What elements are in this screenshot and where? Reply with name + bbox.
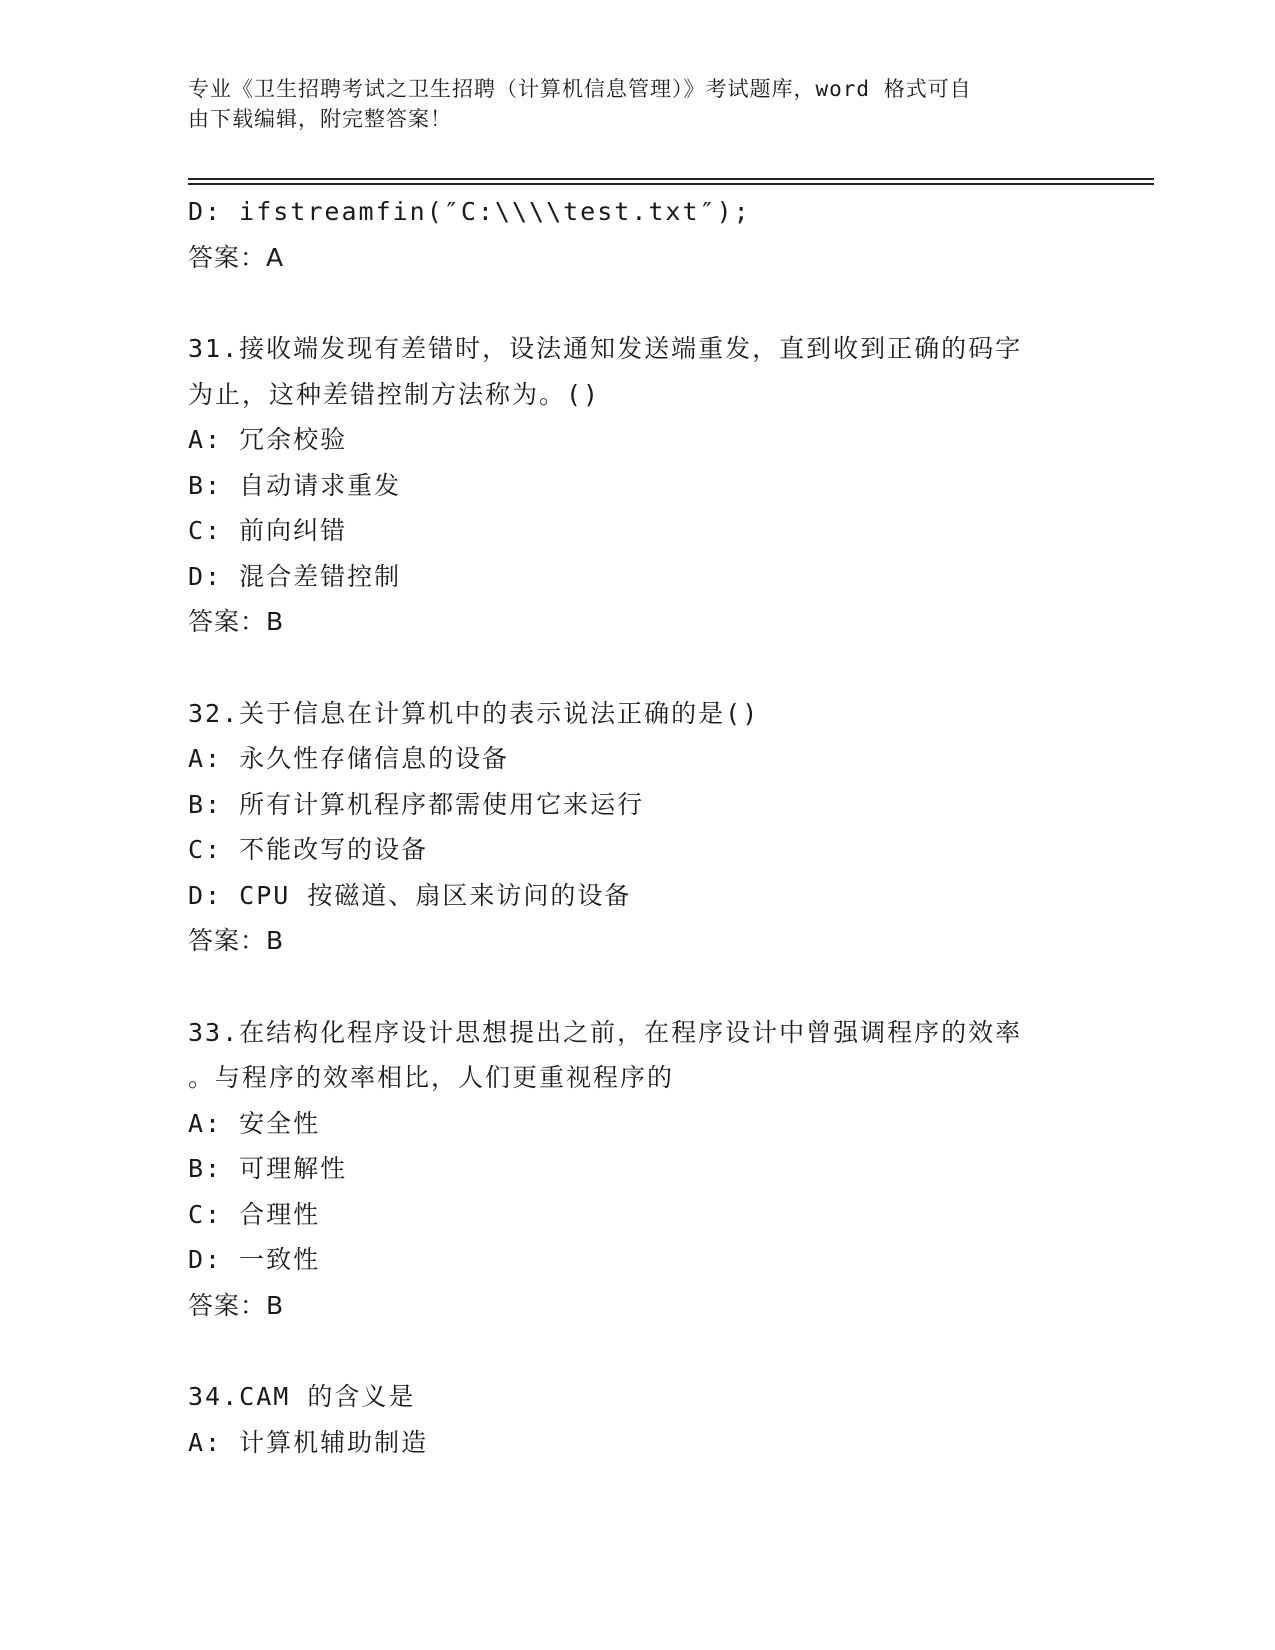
answer-line: 答案：B — [188, 607, 285, 636]
option-a: A: 计算机辅助制造 — [188, 1427, 429, 1457]
question-block-32 — [188, 691, 1088, 964]
option-c: C: 合理性 — [188, 1199, 321, 1229]
header-line-1: 专业《卫生招聘考试之卫生招聘（计算机信息管理）》考试题库，word 格式可自 — [188, 77, 972, 101]
spacer — [188, 280, 1088, 326]
header-divider-top — [188, 178, 1154, 180]
header-divider-bottom — [188, 183, 1154, 185]
question-stem: 34.CAM 的含义是 — [188, 1382, 416, 1411]
document-header — [188, 74, 1068, 134]
spacer — [188, 964, 1088, 1010]
header-line-2: 由下载编辑，附完整答案！ — [188, 107, 452, 131]
question-block-31 — [188, 326, 1088, 645]
option-d: D: CPU 按磁道、扇区来访问的设备 — [188, 880, 632, 910]
answer-line: 答案：B — [188, 1290, 285, 1320]
question-list — [188, 189, 1088, 1465]
question-stem-continued: 。与程序的效率相比，人们更重视程序的 — [188, 1063, 675, 1092]
option-c: C: 不能改写的设备 — [188, 835, 429, 864]
option-d: D: 一致性 — [188, 1245, 321, 1274]
option-d: D: ifstreamfin(″C:\\\\test.txt″); — [188, 197, 751, 226]
option-a: A: 安全性 — [188, 1108, 321, 1138]
spacer — [188, 645, 1088, 691]
option-b: B: 所有计算机程序都需使用它来运行 — [188, 789, 645, 819]
option-b: B: 自动请求重发 — [188, 470, 402, 500]
question-stem: 31.接收端发现有差错时，设法通知发送端重发，直到收到正确的码字 — [188, 334, 1023, 363]
question-block-34 — [188, 1374, 1088, 1465]
question-block-prev — [188, 189, 1088, 280]
option-c: C: 前向纠错 — [188, 516, 348, 545]
option-a: A: 永久性存储信息的设备 — [188, 744, 510, 773]
question-stem: 33.在结构化程序设计思想提出之前，在程序设计中曾强调程序的效率 — [188, 1017, 1023, 1047]
option-d: D: 混合差错控制 — [188, 561, 402, 591]
question-stem: 32.关于信息在计算机中的表示说法正确的是() — [188, 698, 760, 728]
question-stem-continued: 为止，这种差错控制方法称为。() — [188, 379, 601, 409]
option-a: A: 冗余校验 — [188, 425, 348, 454]
spacer — [188, 1328, 1088, 1374]
answer-line: 答案：B — [188, 926, 285, 955]
option-b: B: 可理解性 — [188, 1154, 348, 1183]
question-block-33 — [188, 1010, 1088, 1329]
answer-line: 答案：A — [188, 242, 285, 272]
